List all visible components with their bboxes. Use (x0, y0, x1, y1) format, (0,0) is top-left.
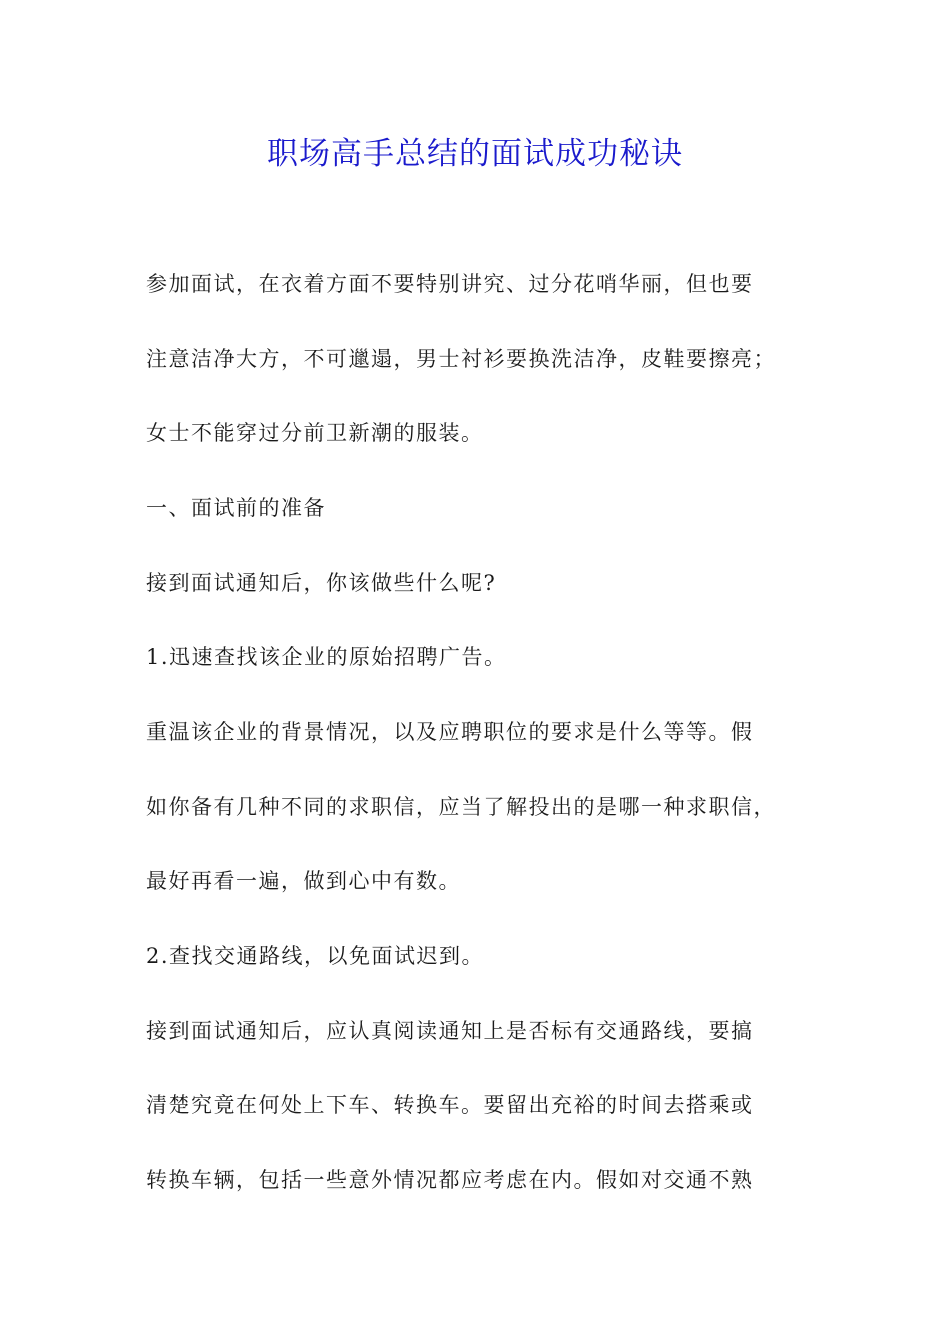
body-line-12: 清楚究竟在何处上下车、转换车。要留出充裕的时间去搭乘或 (146, 1093, 754, 1117)
list-item-heading-2: 2.查找交通路线，以免面试迟到。 (146, 944, 485, 968)
body-line-11: 接到面试通知后，应认真阅读通知上是否标有交通路线，要搞 (146, 1019, 754, 1043)
document-title: 职场高手总结的面试成功秘诀 (267, 136, 683, 172)
section-heading: 一、面试前的准备 (146, 496, 326, 520)
body-line-8: 如你备有几种不同的求职信，应当了解投出的是哪一种求职信， (146, 795, 776, 819)
body-line-1: 参加面试，在衣着方面不要特别讲究、过分花哨华丽，但也要 (146, 272, 754, 296)
body-line-5: 接到面试通知后，你该做些什么呢? (146, 571, 497, 595)
body-line-3: 女士不能穿过分前卫新潮的服装。 (146, 421, 484, 445)
body-line-13: 转换车辆，包括一些意外情况都应考虑在内。假如对交通不熟 (146, 1168, 754, 1192)
body-line-9: 最好再看一遍，做到心中有数。 (146, 869, 461, 893)
list-item-heading-1: 1.迅速查找该企业的原始招聘广告。 (146, 645, 507, 669)
body-line-2: 注意洁净大方，不可邋遢，男士衬衫要换洗洁净，皮鞋要擦亮； (146, 347, 776, 371)
body-line-7: 重温该企业的背景情况，以及应聘职位的要求是什么等等。假 (146, 720, 754, 744)
